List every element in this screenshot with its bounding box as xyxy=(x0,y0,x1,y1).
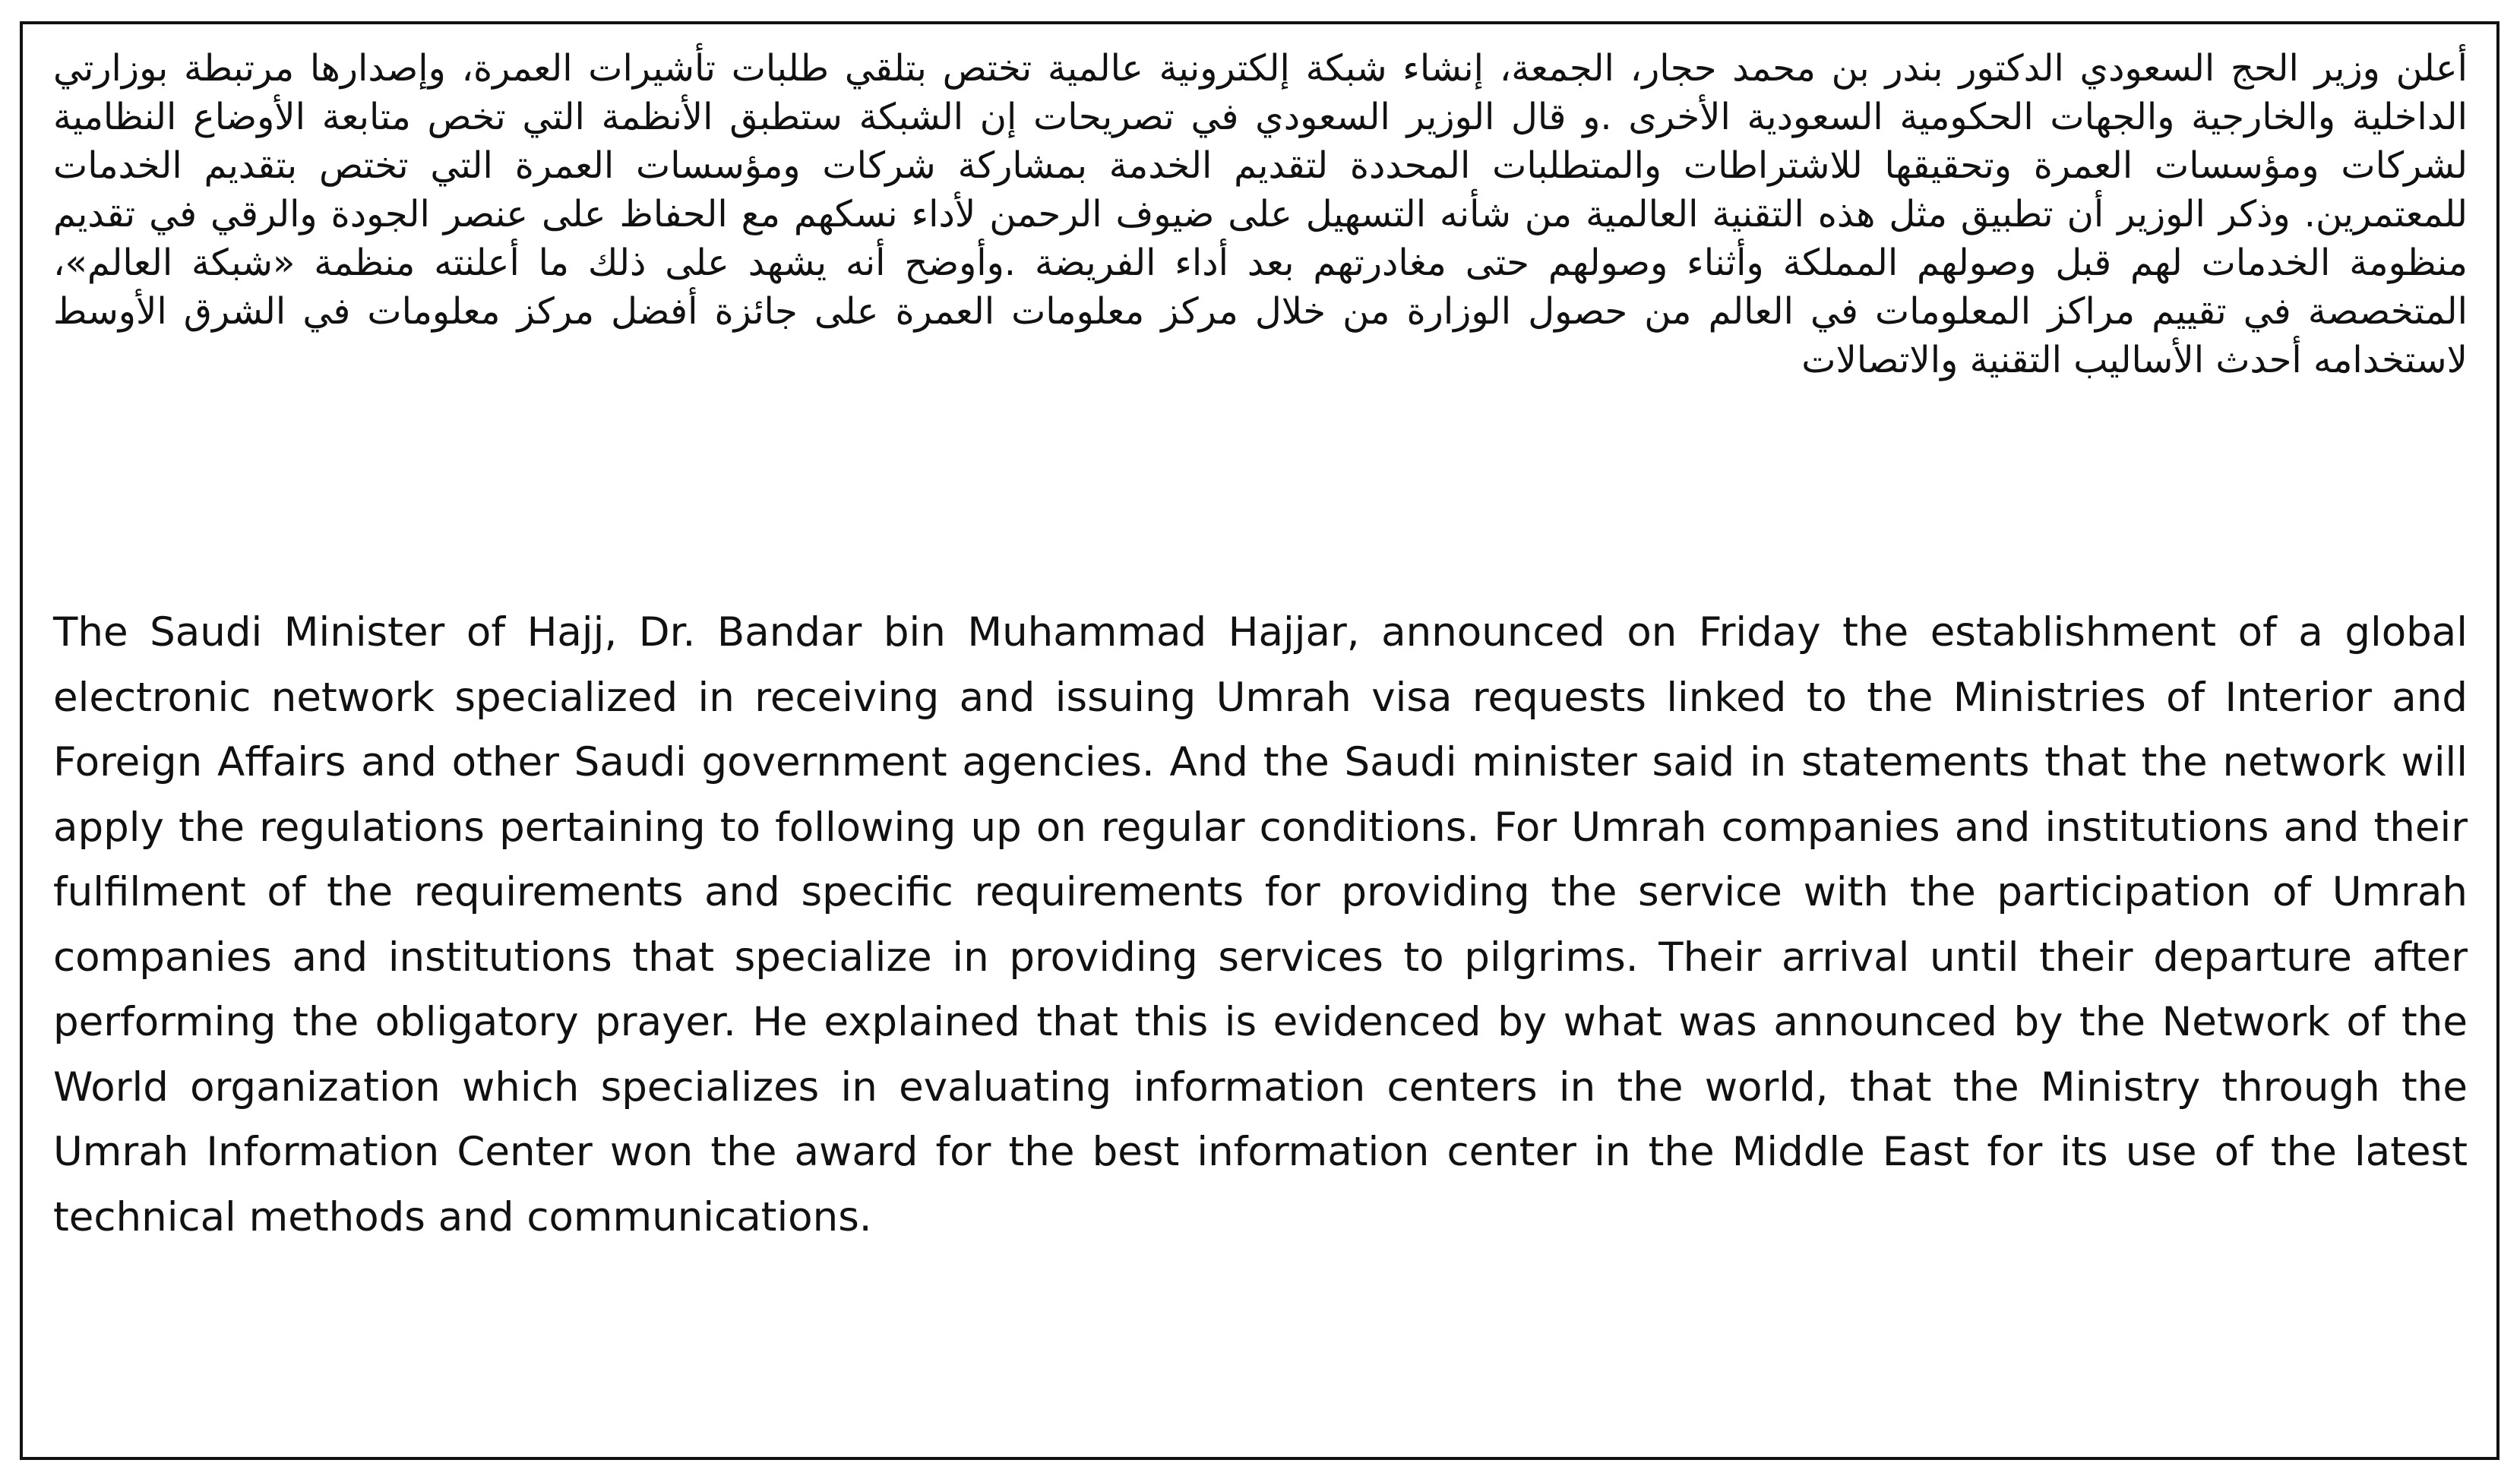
arabic-paragraph: أعلن وزير الحج السعودي الدكتور بندر بن محمد حجار، الجمعة، إنشاء شبكة إلكترونية عالمية تختص بتلقي طلبات تأشيرات العمرة، وإصدارها مرتبطة بوزارتي الداخلية والخارجية والجهات الحكومية السعودية الأخرى .و قال الوزير السعودي في تصريحات إن الشبكة ستطبق الأنظمة التي تخص متابعة الأوضاع النظامية لشركات ومؤسسات العمرة وتحقيقها للاشتراطات والمتطلبات المحددة لتقديم الخدمة بمشاركة شركات ومؤسسات العمرة التي تختص بتقديم الخدمات للمعتمرين. وذكر الوزير أن تطبيق مثل هذه التقنية العالمية من شأنه التسهيل على ضيوف الرحمن لأداء نسكهم مع الحفاظ على عنصر الجودة والرقي في تقديم منظومة الخدمات لهم قبل وصولهم المملكة وأثناء وصولهم حتى مغادرتهم بعد أداء الفريضة .وأوضح أنه يشهد على ذلك ما أعلنته منظمة «شبكة العالم»، المتخصصة في تقييم مراكز المعلومات في العالم من حصول الوزارة من خلال مركز معلومات العمرة على جائزة أفضل مركز معلومات في الشرق الأوسط لاستخدامه أحدث الأساليب التقنية والاتصالات xyxy=(53,47,2468,381)
document-frame xyxy=(20,21,2499,1460)
english-paragraph: The Saudi Minister of Hajj, Dr. Bandar bin Muhammad Hajjar, announced on Friday the establishment of a global electronic network specialized in receiving and issuing Umrah visa requests linked to the Ministries of Interior and Foreign Affairs and other Saudi government agencies. And the Saudi minister said in statements that the network will apply the regulations pertaining to following up on regular conditions. For Umrah companies and institutions and their fulfilment of the requirements and specific requirements for providing the service with the participation of Umrah companies and institutions that specialize in providing services to pilgrims. Their arrival until their departure after performing the obligatory prayer. He explained that this is evidenced by what was announced by the Network of the World organization which specializes in evaluating information centers in the world, that the Ministry through the Umrah Information Center won the award for the best information center in the Middle East for its use of the latest technical methods and communications. xyxy=(53,609,2468,1240)
